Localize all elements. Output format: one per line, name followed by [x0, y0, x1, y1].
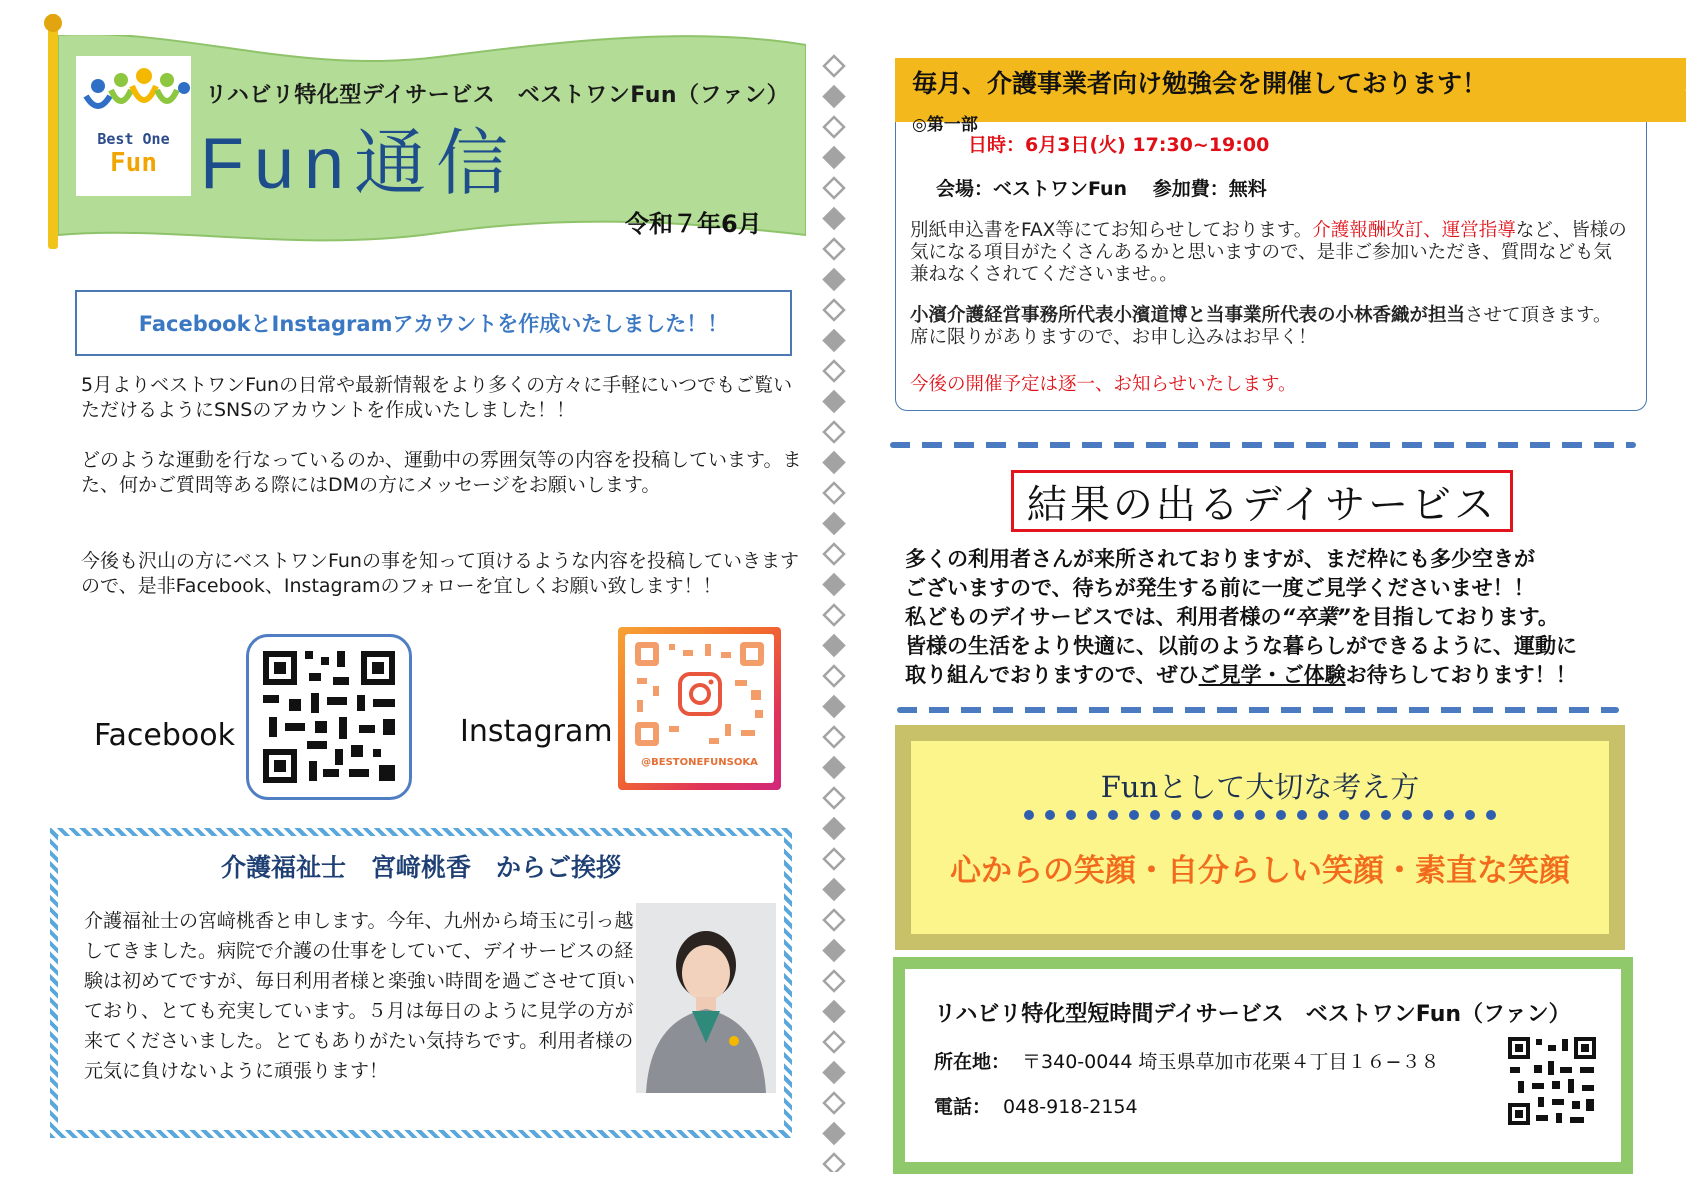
divider-diamond — [824, 392, 844, 412]
qr-code-icon — [249, 637, 409, 797]
dot — [1486, 810, 1496, 820]
sns-heading: FacebookとInstagramアカウントを作成いたしました！！ — [138, 312, 729, 336]
results-line-3: 私どものデイサービスでは、利用者様の“卒業”を目指しております。 — [905, 605, 1559, 629]
divider-diamond — [824, 880, 844, 900]
sns-heading-box — [75, 290, 792, 356]
dot — [1045, 810, 1055, 820]
study-paragraph-2: 小濱介護経営事務所代表小濱道博と当事業所代表の小林香織が担当させて頂きます。席に限りがありますので、お申し込みはお早く！ — [910, 305, 1612, 348]
results-title: 結果の出るデイサービス — [1026, 481, 1498, 528]
divider-diamond — [824, 483, 844, 503]
dot — [1297, 810, 1307, 820]
dot — [1423, 810, 1433, 820]
newsletter-title: Fun通信 — [200, 124, 519, 204]
facebook-qr-code[interactable] — [246, 634, 412, 800]
divider-diamond — [824, 910, 844, 930]
philosophy-title: Funとして大切な考え方 — [1100, 770, 1420, 804]
dot — [1171, 810, 1181, 820]
dot — [1381, 810, 1391, 820]
results-line-5: 取り組んでおりますので、ぜひご見学・ご体験お待ちしております！！ — [905, 663, 1577, 687]
divider-diamond — [824, 1063, 844, 1083]
dot — [1108, 810, 1118, 820]
instagram-label: Instagram — [460, 714, 613, 749]
study-venue: 会場：ベストワンFun 参加費：無料 — [936, 178, 1267, 200]
divider-diamond — [824, 971, 844, 991]
study-upcoming-note: 今後の開催予定は逐一、お知らせいたします。 — [910, 374, 1297, 395]
divider-diamond — [824, 239, 844, 259]
results-text — [905, 545, 1665, 690]
logo-text-best-one: Best One — [97, 130, 170, 148]
greeting-title: 介護福祉士 宮﨑桃香 からご挨拶 — [220, 853, 621, 882]
divider-diamond — [824, 544, 844, 564]
divider-diamond — [824, 1032, 844, 1052]
divider-diamond — [824, 56, 844, 76]
logo-people-icon — [76, 56, 191, 136]
divider-diamond — [824, 697, 844, 717]
divider-diamond — [824, 453, 844, 473]
facebook-label: Facebook — [94, 718, 235, 753]
divider-diamond — [824, 361, 844, 381]
facility-name: リハビリ特化型短時間デイサービス ベストワンFun（ファン） — [934, 1002, 1571, 1027]
flag-pole-top — [44, 14, 62, 32]
flag-pole — [48, 14, 58, 249]
divider-diamond — [824, 575, 844, 595]
divider-diamond — [824, 819, 844, 839]
dot — [1087, 810, 1097, 820]
divider-diamond — [824, 849, 844, 869]
results-line-4: 皆様の生活をより快適に、以前のような暮らしができるように、運動に — [905, 634, 1577, 658]
issue-date: 令和７年6月 — [625, 210, 762, 238]
divider-diamond — [824, 636, 844, 656]
dashed-divider — [890, 442, 1636, 448]
divider-diamond — [824, 941, 844, 961]
column-divider — [822, 52, 846, 1172]
logo-text-fun: Fun — [110, 148, 157, 178]
footer-qr-code[interactable] — [1508, 1037, 1596, 1125]
divider-diamond — [824, 148, 844, 168]
dot — [1066, 810, 1076, 820]
study-date: 日時：6月3日(火) 17:30~19:00 — [968, 134, 1270, 156]
greeting-text: 介護福祉士の宮﨑桃香と申します。今年、九州から埼玉に引っ越してきました。病院で介護の仕事をしていて、デイサービスの経験は初めてですが、毎日利用者様と楽強い時間を過ごさせて頂いており、とても充実しています。５月は毎日のように見学の方が来てくださいました。とてもありがたい気持ちです。利用者様の元気に負けないように頑張ります！ — [84, 910, 636, 1082]
dot — [1150, 810, 1160, 820]
results-title-box — [1011, 470, 1513, 532]
dot — [1318, 810, 1328, 820]
divider-diamond — [824, 422, 844, 442]
dot — [1339, 810, 1349, 820]
divider-diamond — [824, 1093, 844, 1113]
facility-phone[interactable]: 電話： 048-918-2154 — [934, 1096, 1138, 1118]
sns-paragraph-2: どのような運動を行なっているのか、運動中の雰囲気等の内容を投稿しています。また、何かご質問等ある際にはDMの方にメッセージをお願いします。 — [81, 449, 802, 496]
divider-diamond — [824, 605, 844, 625]
divider-diamond — [824, 1124, 844, 1144]
study-paragraph-1: 別紙申込書をFAX等にてお知らせしております。介護報酬改訂、運営指導など、皆様の気になる項目がたくさんあるかと思いますので、是非ご参加いただき、質問なども気兼ねなくされてくださいませ。。 — [910, 220, 1627, 285]
divider-diamond — [824, 209, 844, 229]
results-line-2: ございますので、待ちが発生する前に一度ご見学くださいませ！！ — [905, 576, 1535, 600]
dot — [1192, 810, 1202, 820]
divider-diamond — [824, 758, 844, 778]
results-line-1: 多くの利用者さんが来所されておりますが、まだ枠にも多少空きが — [905, 547, 1535, 571]
dot — [1255, 810, 1265, 820]
instagram-icon — [625, 634, 774, 754]
divider-diamond — [824, 300, 844, 320]
dotted-line — [1022, 808, 1502, 822]
facility-address: 所在地： 〒340-0044 埼玉県草加市花栗４丁目１６−３８ — [934, 1051, 1440, 1073]
divider-diamond — [824, 270, 844, 290]
staff-photo — [636, 903, 776, 1093]
dot — [1024, 810, 1034, 820]
divider-diamond — [824, 117, 844, 137]
divider-diamond — [824, 727, 844, 747]
divider-diamond — [824, 514, 844, 534]
dot — [1129, 810, 1139, 820]
sns-paragraph-3: 今後も沢山の方にベストワンFunの事を知って頂けるような内容を投稿していきますので、是非Facebook、Instagramのフォローを宜しくお願い致します！！ — [81, 550, 799, 597]
dot — [1444, 810, 1454, 820]
divider-diamond — [824, 1154, 844, 1172]
divider-diamond — [824, 1002, 844, 1022]
dashed-divider — [897, 707, 1619, 713]
instagram-handle: @BESTONEFUNSOKA — [641, 757, 758, 768]
divider-diamond — [824, 666, 844, 686]
dot — [1360, 810, 1370, 820]
philosophy-values: 心からの笑顔・自分らしい笑顔・素直な笑顔 — [950, 853, 1570, 889]
dot — [1276, 810, 1286, 820]
study-group-heading: 毎月、介護事業者向け勉強会を開催しております！ — [912, 69, 1488, 98]
dot — [1234, 810, 1244, 820]
dot — [1213, 810, 1223, 820]
divider-diamond — [824, 788, 844, 808]
staff-portrait-image — [636, 903, 776, 1093]
divider-diamond — [824, 331, 844, 351]
sns-paragraph-1: 5月よりベストワンFunの日常や最新情報をより多くの方々に手軽にいつでもご覧いただけるようにSNSのアカウントを作成いたしました！！ — [81, 374, 793, 421]
divider-diamond — [824, 178, 844, 198]
dot — [1402, 810, 1412, 820]
study-part: ◎第一部 — [912, 115, 978, 135]
header-subtitle: リハビリ特化型デイサービス ベストワンFun（ファン） — [205, 83, 790, 108]
dot — [1465, 810, 1475, 820]
divider-diamond — [824, 87, 844, 107]
